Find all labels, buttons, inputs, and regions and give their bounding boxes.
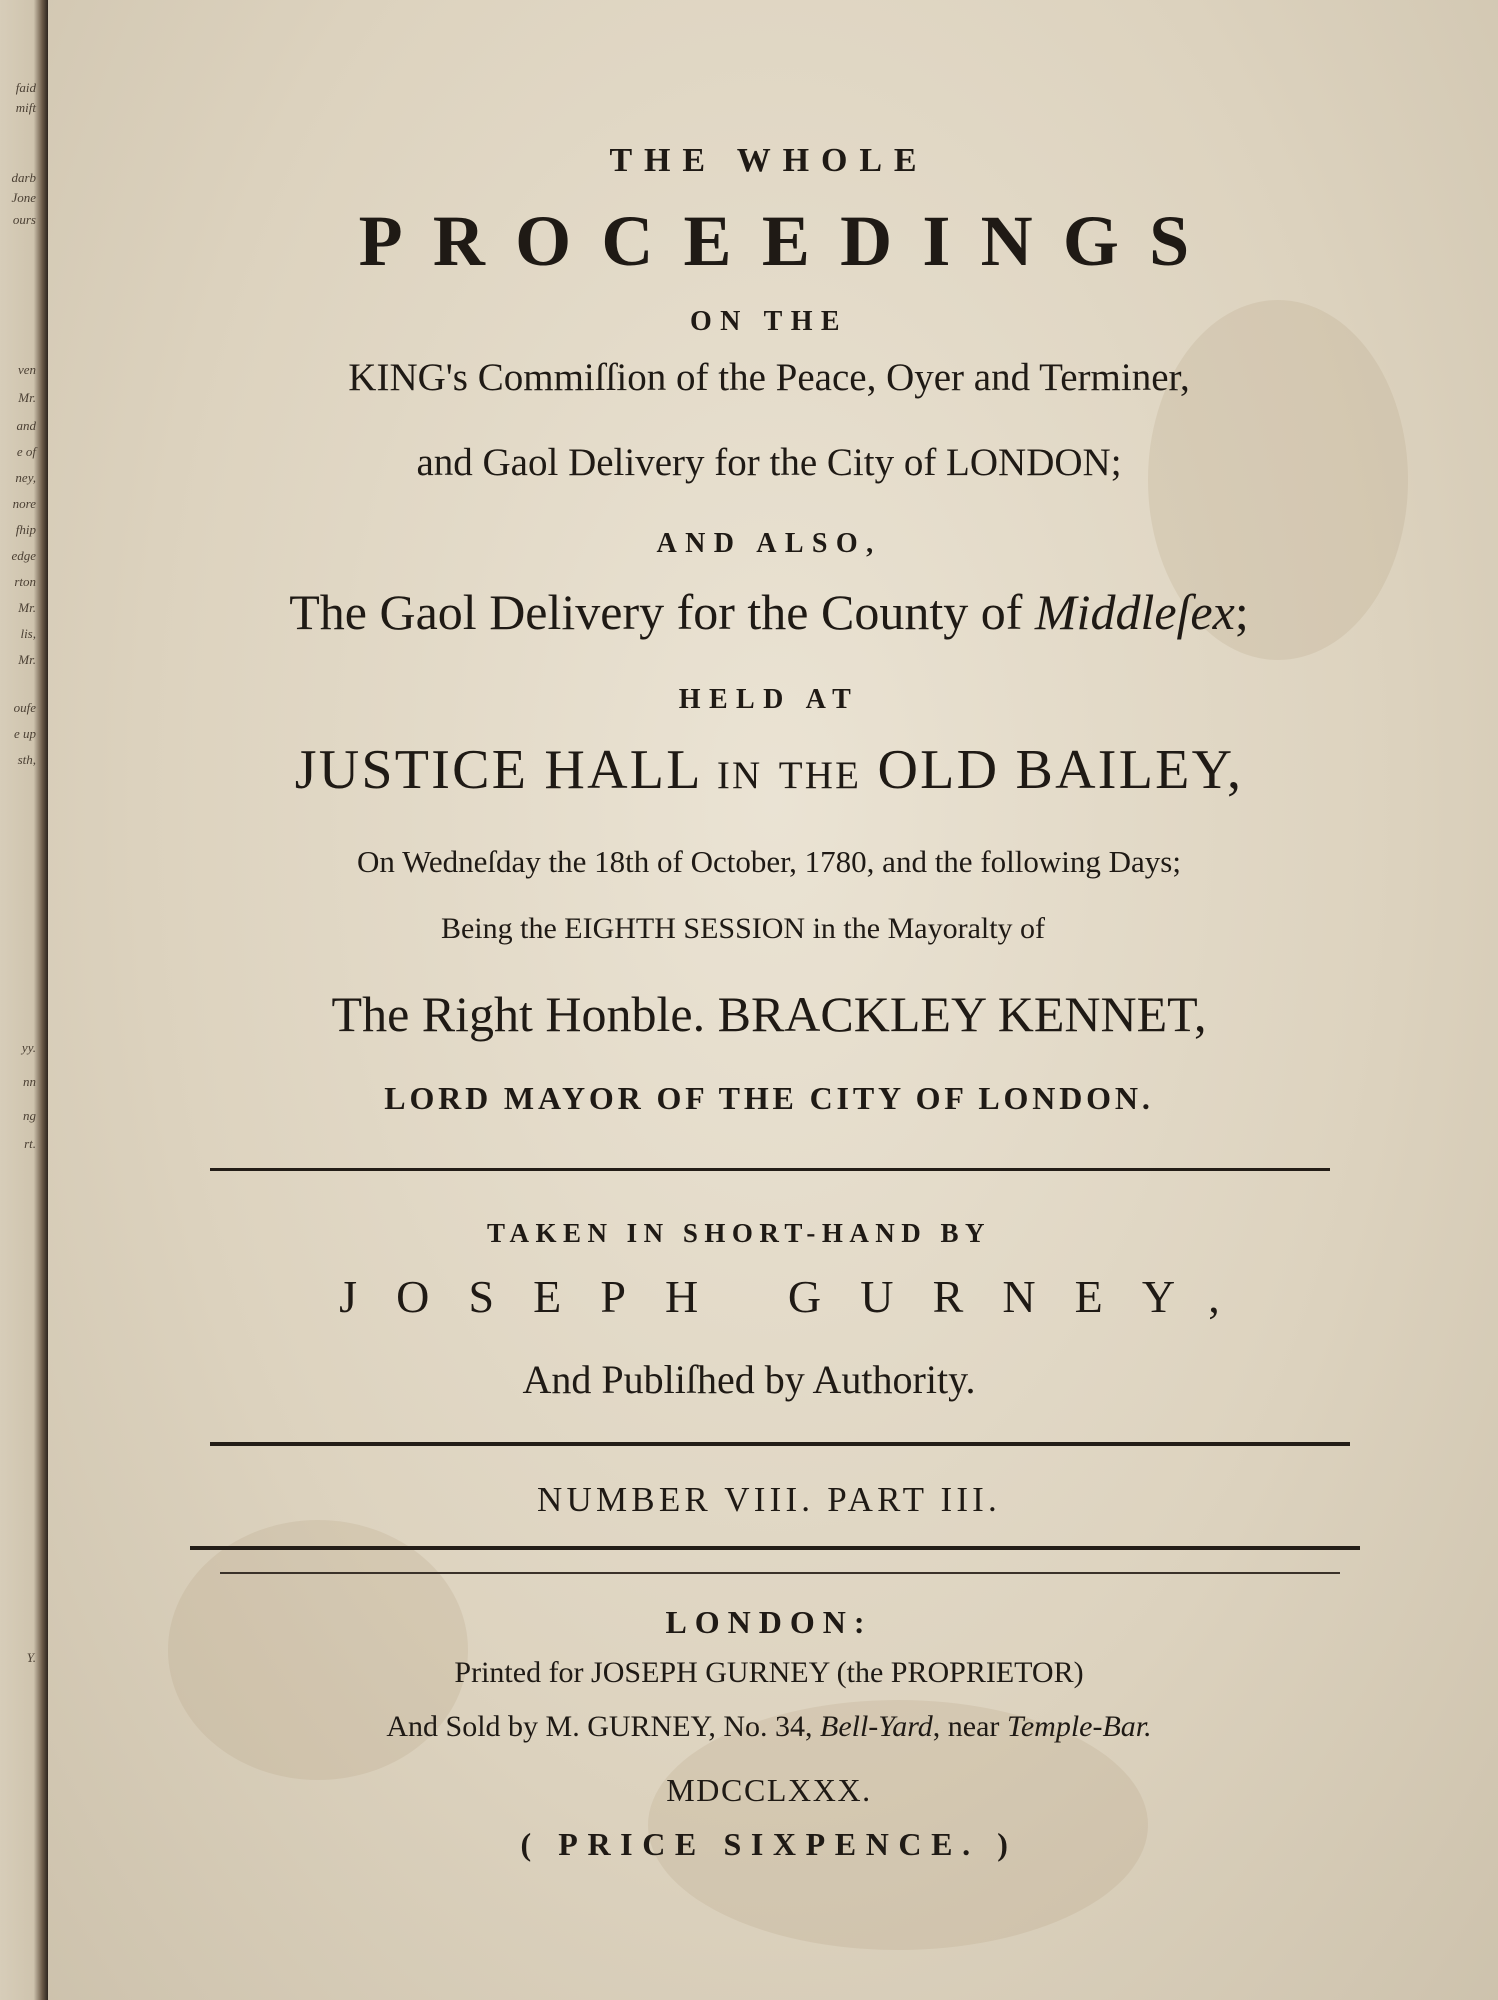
heading-and-also: AND ALSO, bbox=[656, 528, 882, 559]
price-line: ( PRICE SIXPENCE. ) bbox=[520, 1826, 1018, 1862]
gaol-delivery-london-line: and Gaol Delivery for the City of LONDON; bbox=[416, 441, 1122, 484]
middlesex-word: Middleſex bbox=[1034, 584, 1235, 640]
margin-fragment: rt. bbox=[24, 1136, 36, 1151]
divider-rule bbox=[210, 1168, 1330, 1171]
margin-fragment: ney, bbox=[15, 470, 36, 485]
session-line: Being the EIGHTH SESSION in the Mayoralty of bbox=[440, 912, 1046, 945]
taken-in-shorthand-line: TAKEN IN SHORT-HAND BY bbox=[487, 1218, 991, 1248]
margin-fragment: edge bbox=[11, 548, 36, 563]
margin-fragment: Mr. bbox=[18, 600, 36, 615]
imprint-near: , near bbox=[932, 1710, 1007, 1743]
middlesex-line-text: The Gaol Delivery for the County of bbox=[289, 584, 1035, 640]
margin-fragment: ng bbox=[23, 1108, 36, 1123]
margin-fragment: ours bbox=[12, 212, 36, 227]
heading-on-the: ON THE bbox=[689, 306, 849, 337]
margin-fragment: e up bbox=[13, 726, 36, 741]
imprint-printed-for: Printed for JOSEPH GURNEY (the PROPRIETOR) bbox=[454, 1656, 1084, 1689]
margin-fragment: ven bbox=[17, 362, 36, 377]
margin-fragment: fhip bbox=[15, 522, 36, 537]
lord-mayor-title-line: LORD MAYOR OF THE CITY OF LONDON. bbox=[384, 1080, 1154, 1116]
margin-fragment: e of bbox=[16, 444, 36, 459]
date-line: On Wedneſday the 18th of October, 1780, and the following Days; bbox=[357, 844, 1181, 879]
margin-fragment: nore bbox=[12, 496, 36, 511]
lord-mayor-name-line: The Right Honble. BRACKLEY KENNET, bbox=[331, 986, 1207, 1042]
margin-fragment: and bbox=[16, 418, 36, 433]
heading-held-at: HELD AT bbox=[678, 684, 860, 715]
margin-fragment: Mr. bbox=[18, 652, 36, 667]
imprint-bell-yard: Bell-Yard bbox=[820, 1710, 933, 1743]
margin-fragment: sth, bbox=[17, 752, 36, 767]
middlesex-semicolon: ; bbox=[1234, 584, 1249, 640]
published-by-authority-line: And Publiſhed by Authority. bbox=[522, 1357, 976, 1402]
imprint-temple-bar: Temple-Bar. bbox=[1006, 1710, 1152, 1743]
middlesex-line bbox=[20, 583, 1498, 641]
margin-fragment: nn bbox=[23, 1074, 36, 1089]
heading-the-whole: THE WHOLE bbox=[609, 142, 929, 179]
margin-fragment: Jone bbox=[11, 190, 36, 205]
commission-line: KING's Commiſſion of the Peace, Oyer and Terminer, bbox=[348, 356, 1190, 399]
main-title: PROCEEDINGS bbox=[358, 201, 1220, 281]
margin-fragment: yy. bbox=[21, 1040, 36, 1055]
imprint-city: LONDON: bbox=[665, 1604, 873, 1640]
reporter-name: JOSEPH GURNEY, bbox=[339, 1271, 1259, 1322]
margin-fragment: Mr. bbox=[18, 390, 36, 405]
divider-rule bbox=[220, 1572, 1340, 1574]
margin-fragment: mift bbox=[15, 100, 36, 115]
imprint-sold-by-text: And Sold by M. GURNEY, No. 34, bbox=[386, 1710, 820, 1743]
margin-fragment: Y. bbox=[26, 1650, 36, 1665]
margin-fragment: rton bbox=[14, 574, 36, 589]
imprint-sold-by bbox=[20, 1710, 1498, 1744]
margin-fragment: oufe bbox=[13, 700, 36, 715]
justice-hall-line: JUSTICE HALL in the OLD BAILEY, bbox=[294, 739, 1244, 801]
imprint-year: MDCCLXXX. bbox=[666, 1772, 872, 1808]
margin-fragment: darb bbox=[11, 170, 36, 185]
divider-rule bbox=[210, 1442, 1350, 1446]
margin-fragment: lis, bbox=[20, 626, 36, 641]
divider-rule bbox=[190, 1546, 1360, 1550]
margin-fragment: faid bbox=[15, 80, 36, 95]
number-part-line: NUMBER VIII. PART III. bbox=[537, 1480, 1001, 1519]
